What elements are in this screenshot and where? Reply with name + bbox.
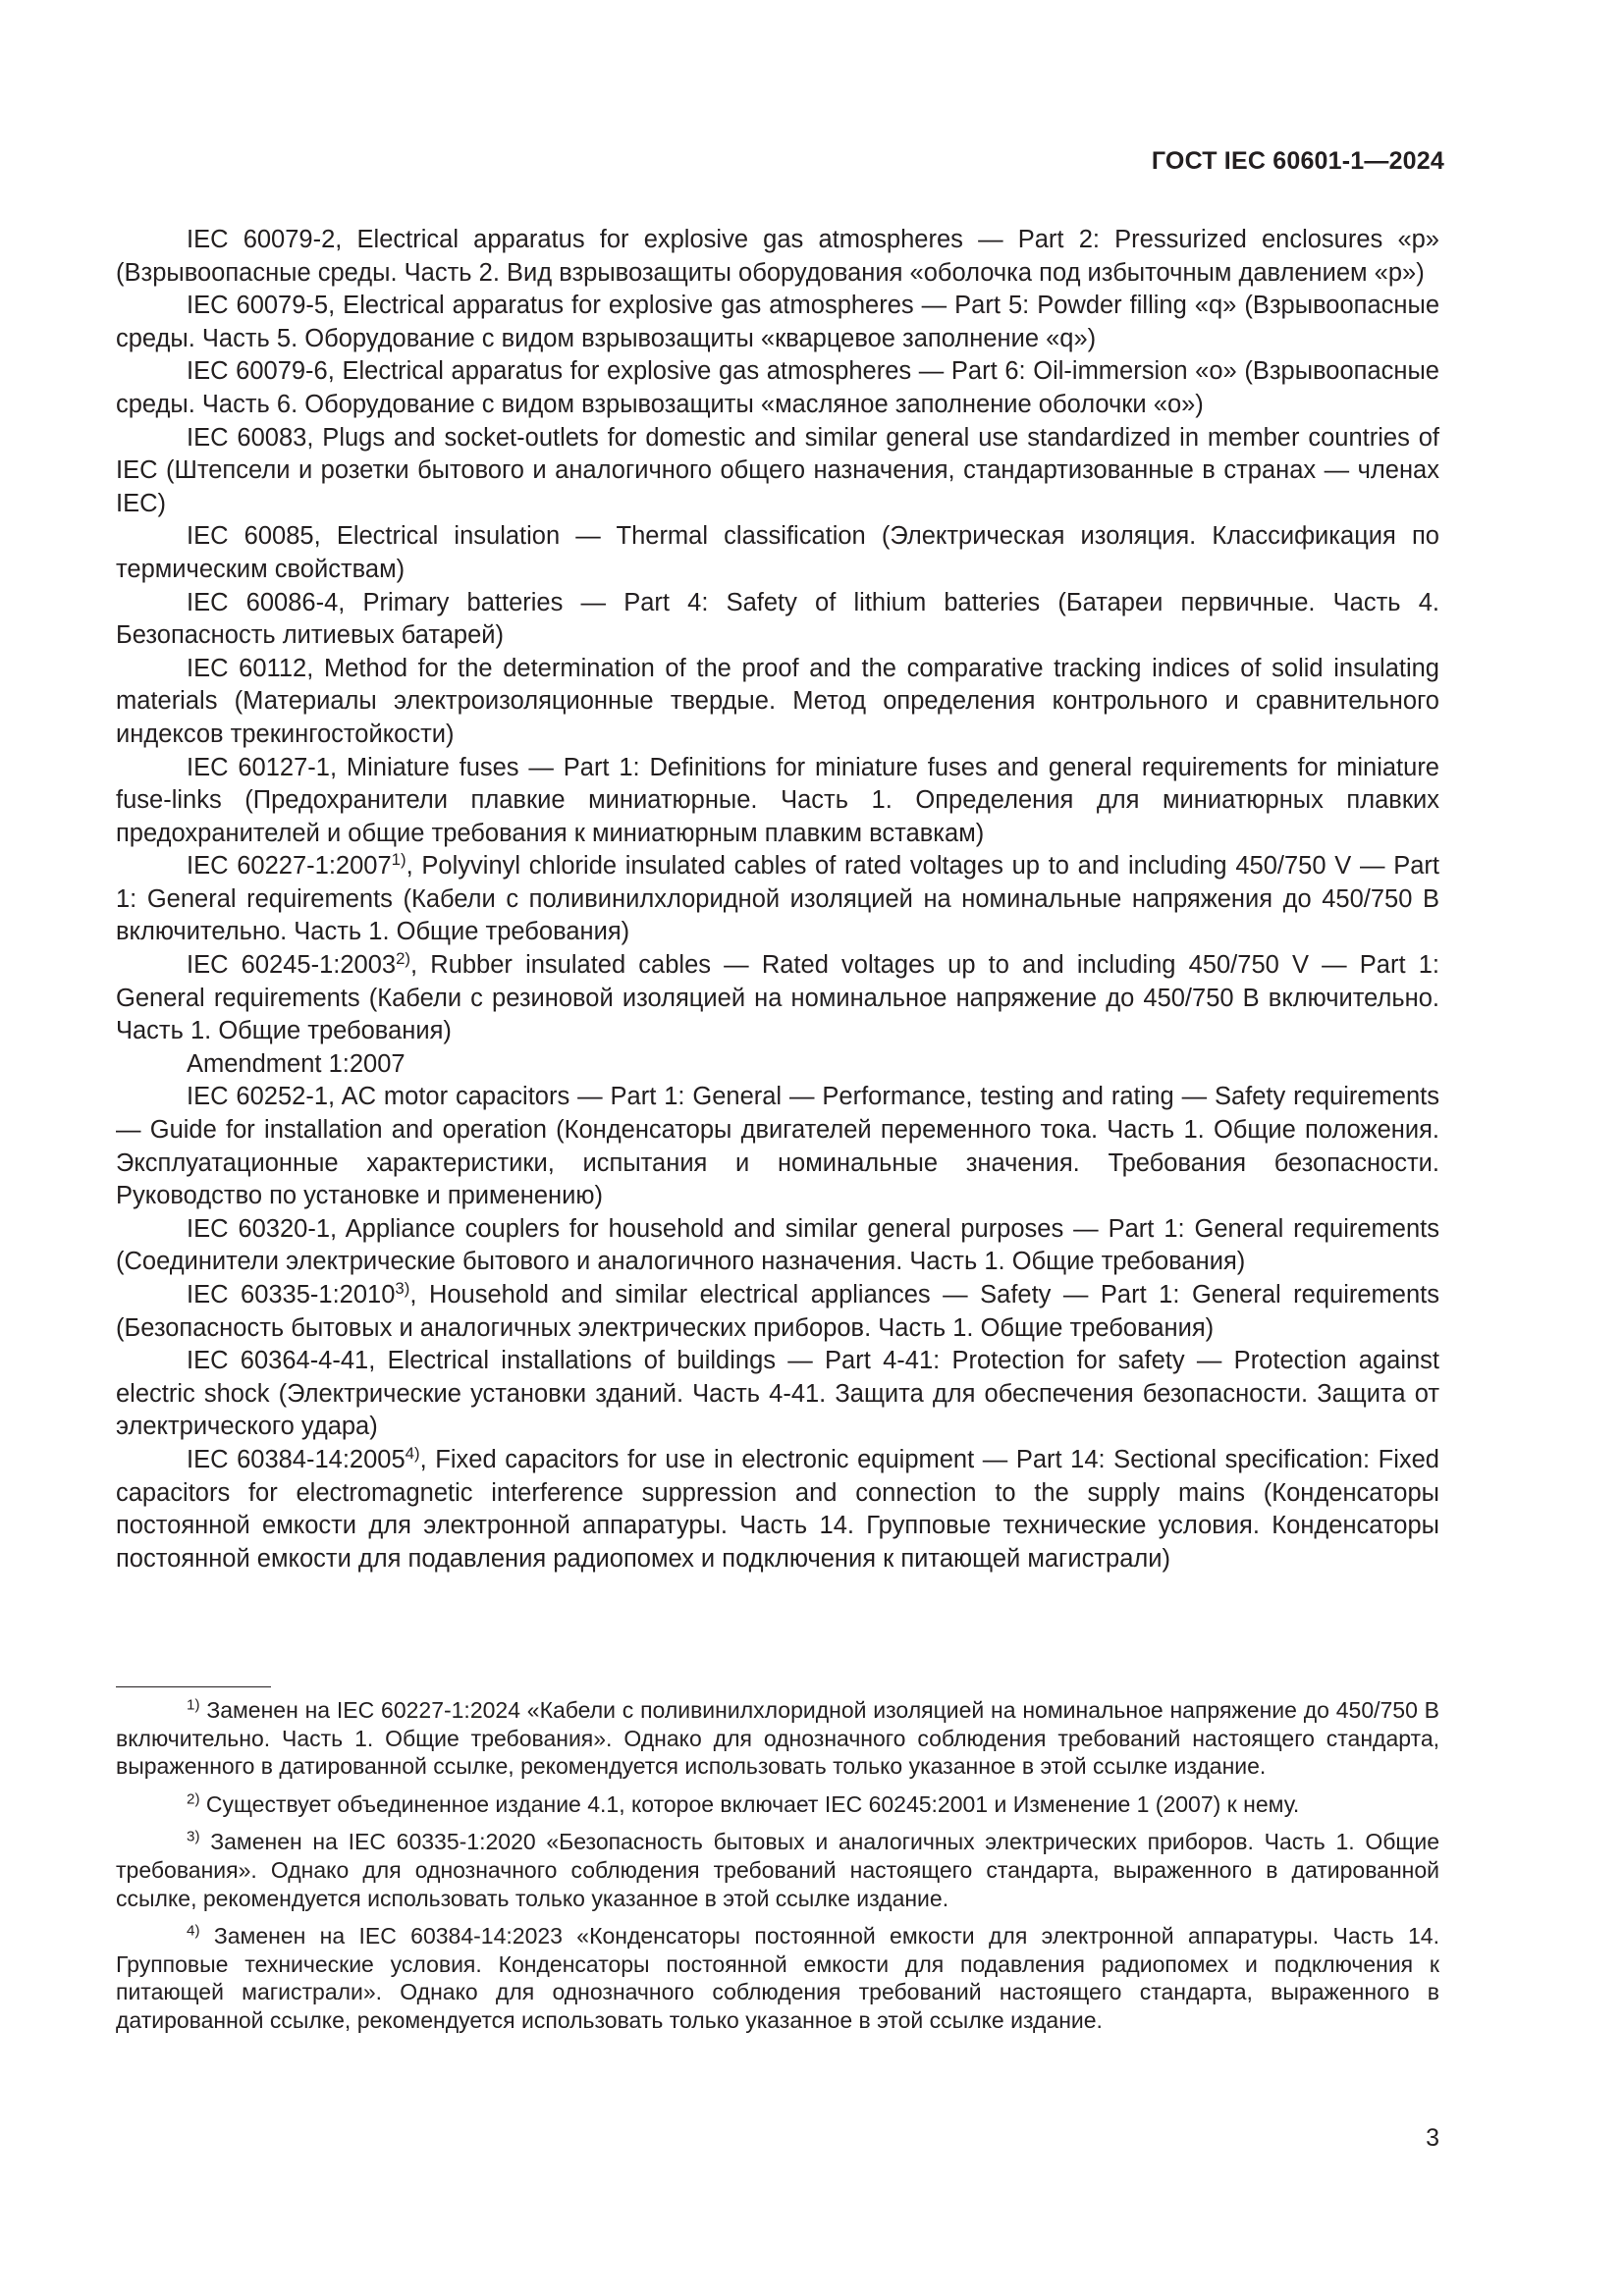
reference-entry: IEC 60384-14:2005$^{4)}$, Fixed capacitors for use in electronic equipment — Part 14: Sectional specification: Fixed capacitors for electromagnetic interference suppression and connection to the supply mains (Конденсаторы постоянной емкости для электронной аппаратуры. Часть 14. Групповые технические условия. Конденсаторы постоянной емкости для подавления радиопомех и подключения к питающей магистрали) [116,1443,1439,1573]
reference-entry: IEC 60086-4, Primary batteries — Part 4: Safety of lithium batteries (Батареи первичные. Часть 4. Безопасность литиевых батарей) [116,588,1439,650]
reference-entry: IEC 60364-4-41, Electrical installations of buildings — Part 4-41: Protection for safety — Protection against electric shock (Электрические установки зданий. Часть 4-41. Защита для обеспечения безопасности. Защита от электрического удара) [116,1347,1439,1441]
reference-entry: IEC 60079-6, Electrical apparatus for explosive gas atmospheres — Part 6: Oil-immersion «o» (Взрывоопасные среды. Часть 6. Оборудование с видом взрывозащиты «масляное заполнение оболочки «o») [116,357,1439,418]
footnote-marker: 4) [187,1922,200,1940]
footnote-separator [116,1686,271,1687]
footnote-marker: 3) [187,1829,200,1846]
page-header-standard-id: ГОСТ IEC 60601-1—2024 [1151,147,1444,175]
reference-entry: IEC 60227-1:2007$^{1)}$, Polyvinyl chloride insulated cables of rated voltages up to and including 450/750 V — Part 1: General requirements (Кабели с поливинилхлоридной изоляцией на номинальные напряжения до 450/750 В включительно. Часть 1. Общие требования) [116,850,1439,946]
page-number: 3 [1426,2124,1439,2152]
reference-entry: IEC 60320-1, Appliance couplers for household and similar general purposes — Part 1: General requirements (Соединители электрические бытового и аналогичного назначения. Часть 1. Общие требования) [116,1214,1439,1276]
reference-entry: IEC 60085, Electrical insulation — Thermal classification (Электрическая изоляция. Классификация по термическим свойствам) [116,522,1439,583]
footnote-marker: 1) [187,1696,200,1714]
normative-references-list [116,224,1439,1575]
reference-entry: IEC 60112, Method for the determination of the proof and the comparative tracking indices of solid insulating materials (Материалы электроизоляционные твердые. Метод определения контрольного и сравнительного индексов трекингостойкости) [116,654,1439,748]
footnote-ref: 4) [405,1443,420,1463]
reference-entry: IEC 60127-1, Miniature fuses — Part 1: Definitions for miniature fuses and general requirements for miniature fuse-links (Предохранители плавкие миниатюрные. Часть 1. Определения для миниатюрных плавких предохранителей и общие требования к миниатюрным плавким вставкам) [116,753,1439,847]
reference-entry: IEC 60335-1:2010$^{3)}$, Household and similar electrical appliances — Safety — Part 1: General requirements (Безопасность бытовых и аналогичных электрических приборов. Часть 1. Общие требования) [116,1278,1439,1342]
reference-amendment: Amendment 1:2007 [187,1049,406,1078]
footnote: $^{3)}$ Заменен на IEC 60335-1:2020 «Безопасность бытовых и аналогичных электрических приборов. Часть 1. Общие требования». Однако для однозначного соблюдения требований настоящего стандарта, выраженного в датированной ссылке, рекомендуется использовать только указанное в этой ссылке издание. [116,1829,1439,1911]
footnote: $^{4)}$ Заменен на IEC 60384-14:2023 «Конденсаторы постоянной емкости для электронной аппаратуры. Часть 14. Групповые технические условия. Конденсаторы постоянной емкости для подавления радиопомех и подключения к питающей магистрали». Однако для однозначного соблюдения требований настоящего стандарта, выраженного в датированной ссылке, рекомендуется использовать только указанное в этой ссылке издание. [116,1922,1439,2033]
reference-entry: IEC 60079-2, Electrical apparatus for explosive gas atmospheres — Part 2: Pressurized enclosures «p» (Взрывоопасные среды. Часть 2. Вид взрывозащиты оборудования «оболочка под избыточным давлением «p») [116,226,1439,287]
footnote-ref: 1) [391,850,406,870]
footnotes [116,1696,1439,2045]
reference-entry: IEC 60079-5, Electrical apparatus for explosive gas atmospheres — Part 5: Powder filling «q» (Взрывоопасные среды. Часть 5. Оборудование с видом взрывозащиты «кварцевое заполнение «q») [116,292,1439,352]
reference-entry: IEC 60245-1:2003$^{2)}$, Rubber insulated cables — Rated voltages up to and including 450/750 V — Part 1: General requirements (Кабели с резиновой изоляцией на номинальное напряжение до 450/750 В включительно. Часть 1. Общие требования) [116,948,1439,1045]
footnote: $^{1)}$ Заменен на IEC 60227-1:2024 «Кабели с поливинилхлоридной изоляцией на номинальное напряжение до 450/750 В включительно. Часть 1. Общие требования». Однако для однозначного соблюдения требований настоящего стандарта, выраженного в датированной ссылке, рекомендуется использовать только указанное в этой ссылке издание. [116,1696,1440,1780]
footnote-ref: 2) [396,948,411,968]
footnote: $^{2)}$ Существует объединенное издание 4.1, которое включает IEC 60245:2001 и Изменение 1 (2007) к нему. [187,1790,1300,1817]
footnote-marker: 2) [187,1790,200,1808]
reference-entry: IEC 60083, Plugs and socket-outlets for domestic and similar general use standardized in member countries of IEC (Штепсели и розетки бытового и аналогичного общего назначения, стандартизованные в странах — членах IEC) [116,423,1439,517]
footnote-ref: 3) [395,1278,410,1298]
reference-entry: IEC 60252-1, AC motor capacitors — Part 1: General — Performance, testing and rating — Safety requirements — Guide for installation and operation (Конденсаторы двигателей переменного тока. Часть 1. Общие положения. Эксплуатационные характеристики, испытания и номинальные значения. Требования безопасности. Руководство по установке и применению) [116,1083,1439,1210]
